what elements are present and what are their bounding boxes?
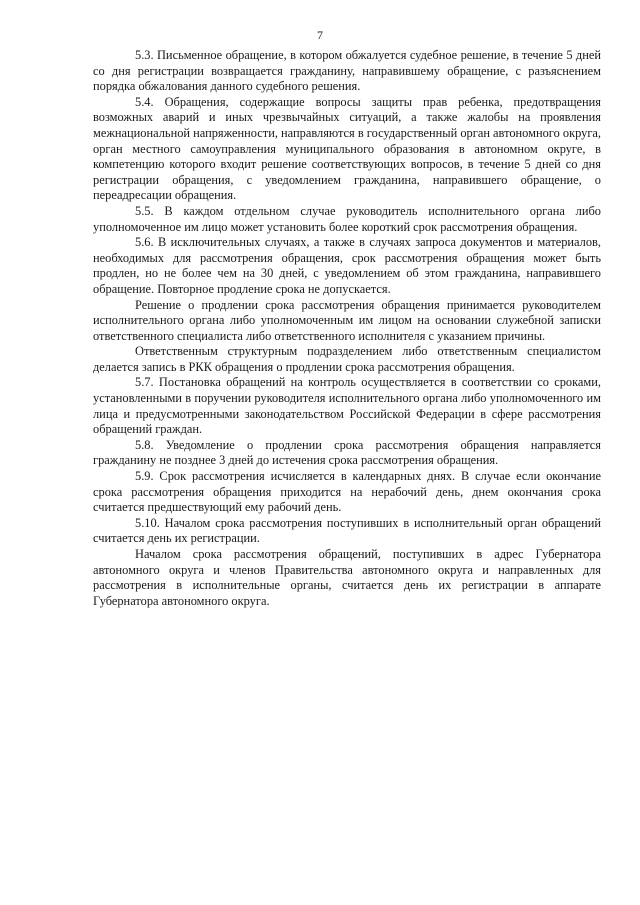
paragraph-5-5: 5.5. В каждом отдельном случае руководитель исполнительного органа либо уполномоченное им лицо может установить более короткий срок рассмотрения обращения. bbox=[93, 203, 601, 234]
paragraph-governor-registration: Началом срока рассмотрения обращений, поступивших в адрес Губернатора автономного округа и членов Правительства автономного округа и направленных для рассмотрения в исполнительные органы, считается день их регистрации в аппарате Губернатора автономного округа. bbox=[93, 547, 601, 608]
page-number: 7 bbox=[317, 28, 323, 42]
paragraph-5-3: 5.3. Письменное обращение, в котором обжалуется судебное решение, в течение 5 дней со дня регистрации возвращается гражданину, направившему обращение, с разъяснением порядка обжалования данного судебного решения. bbox=[93, 48, 601, 94]
paragraph-5-6: 5.6. В исключительных случаях, а также в случаях запроса документов и материалов, необходимых для рассмотрения обращения, срок рассмотрения обращения может быть продлен, но не более чем на 30 дней, с уведомлением об этом гражданина, направившего обращение. Повторное продление срока не допускается. bbox=[93, 235, 601, 296]
paragraph-5-9: 5.9. Срок рассмотрения исчисляется в календарных днях. В случае если окончание срока рассмотрения обращения приходится на нерабочий день, днем окончания срока считается предшествующий ему рабочий день. bbox=[93, 469, 601, 515]
document-body bbox=[93, 48, 601, 609]
paragraph-rkk-record: Ответственным структурным подразделением либо ответственным специалистом делается запись в РКК обращения о продлении срока рассмотрения обращения. bbox=[93, 344, 601, 374]
paragraph-5-10: 5.10. Началом срока рассмотрения поступивших в исполнительный орган обращений считается день их регистрации. bbox=[93, 515, 601, 546]
paragraph-5-7: 5.7. Постановка обращений на контроль осуществляется в соответствии со сроками, установленными в поручении руководителя исполнительного органа либо уполномоченного им лица и предусмотренными законодательством Российской Федерации в сфере рассмотрения обращений граждан. bbox=[93, 375, 601, 437]
paragraph-5-8: 5.8. Уведомление о продлении срока рассмотрения обращения направляется гражданину не позднее 3 дней до истечения срока рассмотрения обращения. bbox=[93, 437, 601, 468]
paragraph-5-4: 5.4. Обращения, содержащие вопросы защиты прав ребенка, предотвращения возможных аварий и иных чрезвычайных ситуаций, а также жалобы на проявления межнациональной напряженности, направляются в государственный орган автономного округа, орган местного самоуправления муниципального образования в автономном округе, в компетенцию которого входит решение соответствующих вопросов, в течение 5 дней со дня регистрации обращения, с уведомлением гражданина, направившего обращение, о переадресации обращения. bbox=[93, 94, 601, 203]
paragraph-extension-decision: Решение о продлении срока рассмотрения обращения принимается руководителем исполнительного органа либо уполномоченным им лицом на основании служебной записки ответственного специалиста либо ответственного исполнителя с указанием причины. bbox=[93, 297, 601, 343]
